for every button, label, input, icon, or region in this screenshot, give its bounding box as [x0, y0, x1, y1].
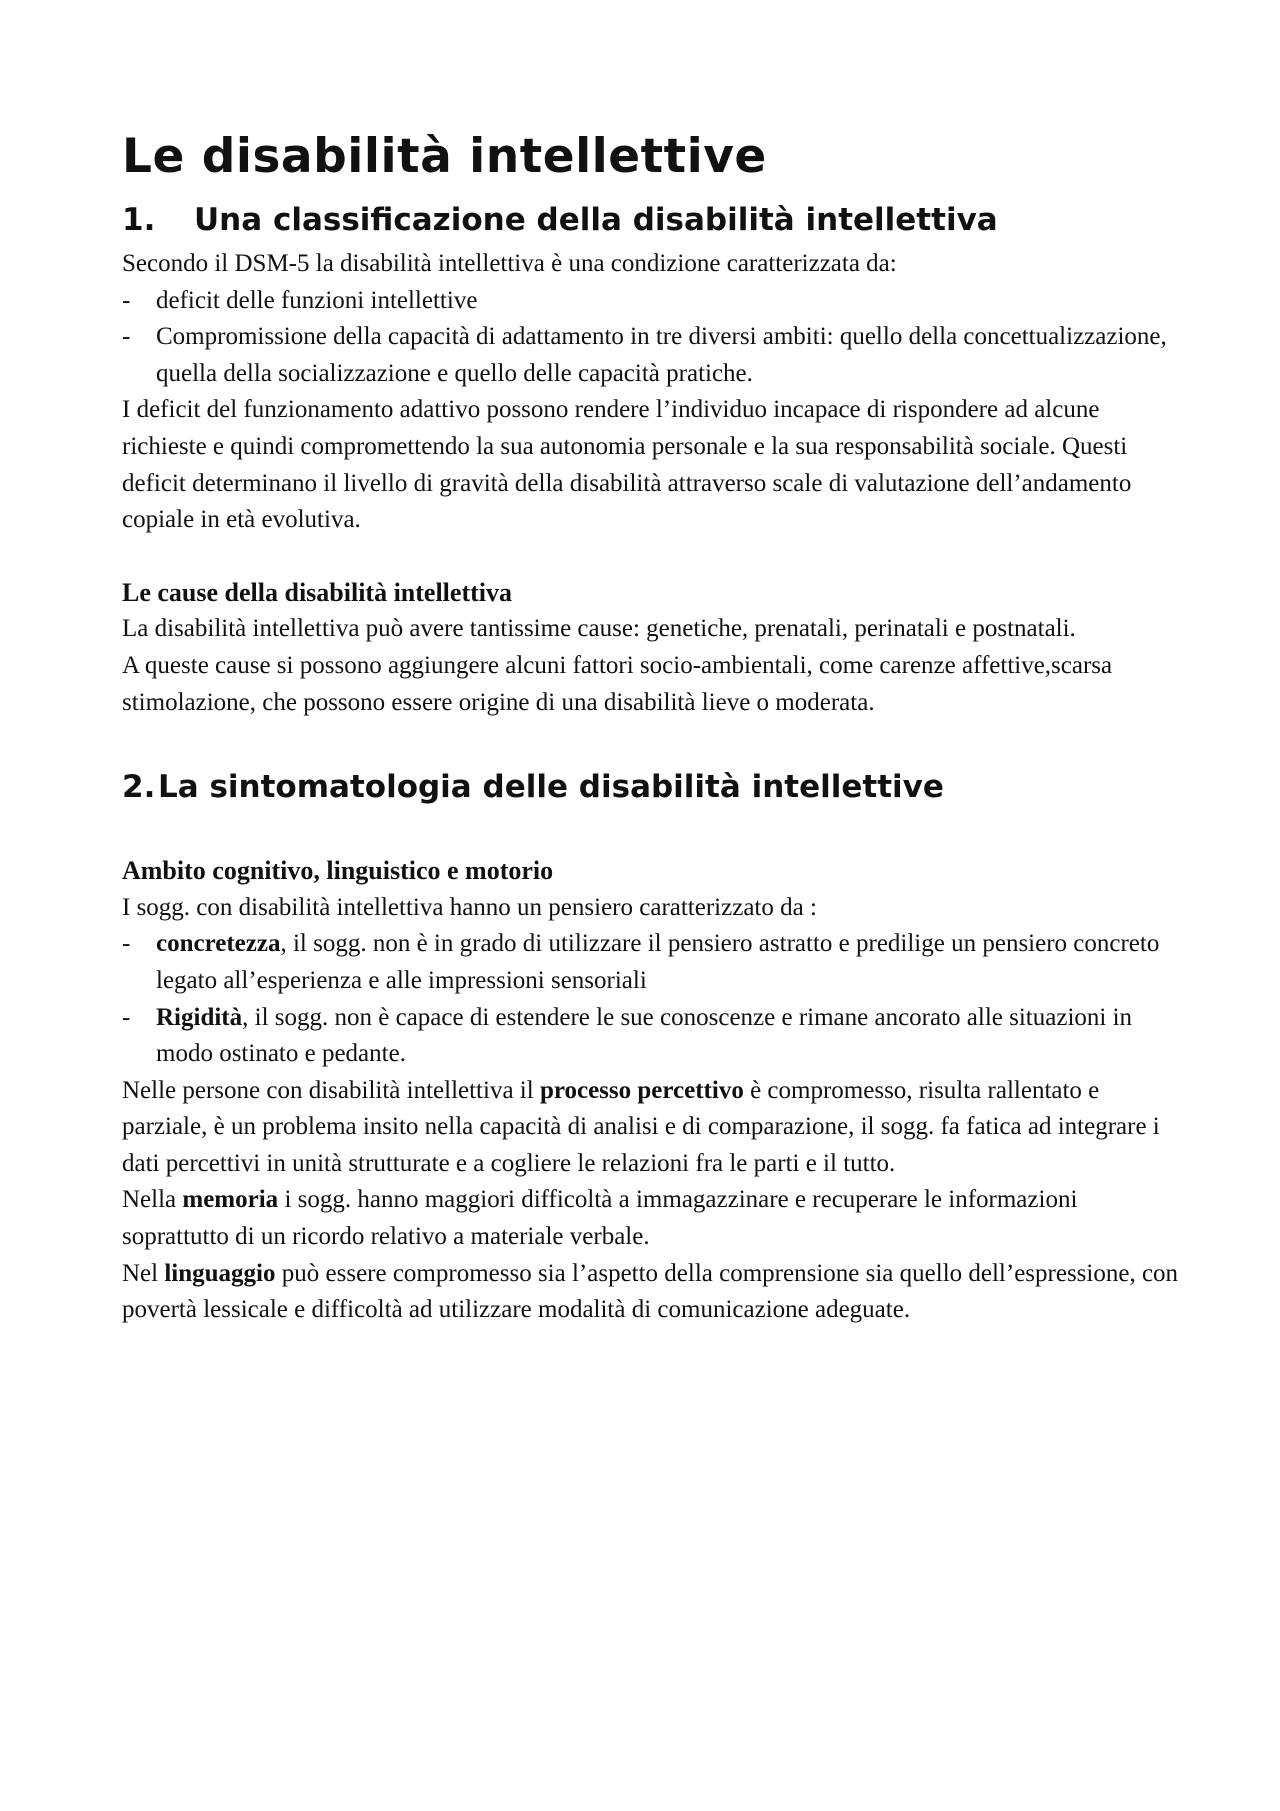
list-item-text: deficit delle funzioni intellettive [156, 286, 478, 314]
text-run: i sogg. hanno maggiori difficoltà a immagazzinare e recuperare le informazioni soprattutto di un ricordo relativo a materiale verbale. [122, 1186, 1078, 1251]
dash-bullet: - [122, 930, 131, 958]
ambito-heading: Ambito cognitivo, linguistico e motorio [122, 856, 554, 886]
causes-heading: Le cause della disabilità intellettiva [122, 577, 512, 607]
memory-paragraph [122, 1182, 1182, 1255]
section-2-title: La sintomatologia delle disabilità intellettive [158, 769, 944, 806]
document-page [122, 126, 1182, 1329]
section-2-list [122, 926, 1182, 1072]
section-1-heading [122, 198, 1182, 242]
section-2-number: 2. [122, 769, 156, 806]
term-rigidita: Rigidità [156, 1003, 243, 1031]
dash-bullet: - [122, 1003, 131, 1031]
dash-bullet: - [122, 286, 131, 314]
term-concretezza: concretezza [156, 930, 281, 958]
perception-paragraph [122, 1073, 1182, 1183]
text-run: Nella [122, 1186, 183, 1214]
section-1-paragraph: I deficit del funzionamento adattivo possono rendere l’individuo incapace di rispondere ad alcune richieste e quindi compromettendo la sua autonomia personale e la sua responsabilità sociale. Questi deficit determinano il livello di gravità della disabilità attraverso scale di valutazione dell’andamento copiale in età evolutiva. [122, 396, 1132, 534]
document-title: Le disabilità intellettive [122, 129, 767, 184]
text-run: può essere compromesso sia l’aspetto della comprensione sia quello dell’espressione, con povertà lessicale e difficoltà ad utilizzare modalità di comunicazione adeguate. [122, 1259, 1179, 1324]
term-linguaggio: linguaggio [164, 1259, 276, 1287]
section-1-number: 1. [122, 202, 156, 238]
text-run: Nelle persone con disabilità intellettiva il [122, 1076, 540, 1104]
dash-bullet: - [122, 323, 131, 351]
list-item [122, 283, 1182, 320]
term-processo-percettivo: processo percettivo [539, 1076, 744, 1104]
section-1-intro: Secondo il DSM-5 la disabilità intellettiva è una condizione caratterizzata da: [122, 250, 897, 277]
section-1-list [122, 283, 1182, 393]
list-item-text: , il sogg. non è in grado di utilizzare il pensiero astratto e predilige un pensiero concreto legato all’esperienza e alle impressioni sensoriali [156, 930, 1160, 994]
causes-paragraph-2: A queste cause si possono aggiungere alcuni fattori socio-ambientali, come carenze affettive,scarsa stimolazione, che possono essere origine di una disabilità lieve o moderata. [122, 651, 1113, 716]
section-1-title: Una classificazione della disabilità intellettiva [194, 202, 998, 238]
list-item-text: Compromissione della capacità di adattamento in tre diversi ambiti: quello della concettualizzazione, quella della socializzazione e quello delle capacità pratiche. [156, 323, 1167, 387]
causes-paragraph-1: La disabilità intellettiva può avere tantissime cause: genetiche, prenatali, perinatali e postnatali. [122, 615, 1076, 643]
text-run: Nel [122, 1259, 165, 1287]
section-2-heading [122, 765, 1182, 809]
list-item-text: , il sogg. non è capace di estendere le sue conoscenze e rimane ancorato alle situazioni in modo ostinato e pedante. [156, 1003, 1133, 1068]
list-item [122, 1000, 1182, 1073]
list-item [122, 319, 1182, 392]
section-2-intro: I sogg. con disabilità intellettiva hanno un pensiero caratterizzato da : [122, 893, 817, 921]
term-memoria: memoria [182, 1186, 279, 1214]
language-paragraph [122, 1256, 1182, 1329]
text-run: è compromesso, risulta rallentato e parziale, è un problema insito nella capacità di analisi e di comparazione, il sogg. fa fatica ad integrare i dati percettivi in unità strutturate e a cogliere le relazioni fra le parti e il tutto. [122, 1076, 1160, 1177]
list-item [122, 926, 1182, 999]
